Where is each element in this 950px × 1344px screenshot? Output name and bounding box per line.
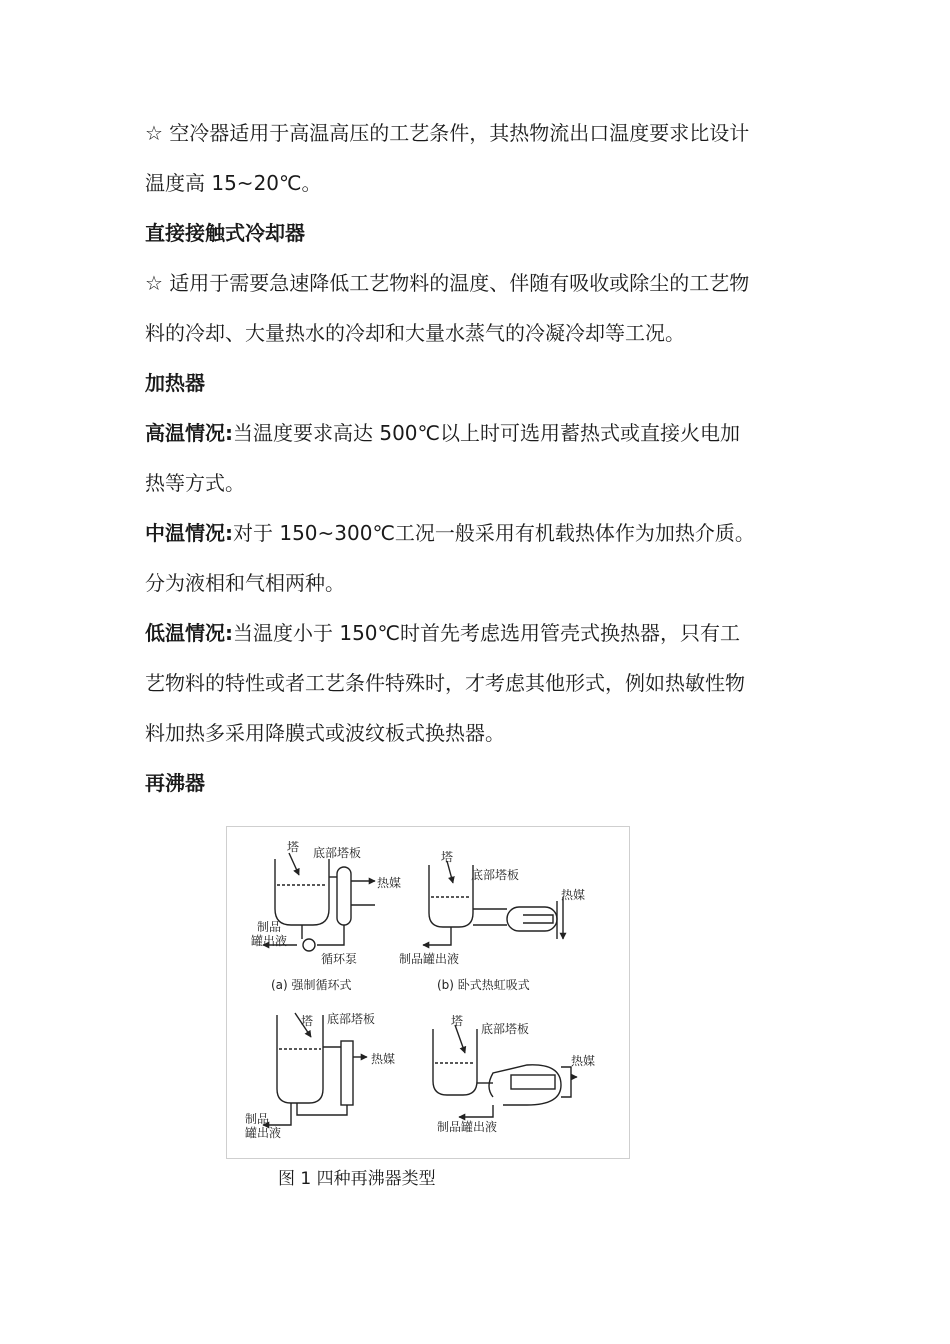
- paragraph-low-temp-line2: 艺物料的特性或者工艺条件特殊时，才考虑其他形式，例如热敏性物: [145, 671, 745, 695]
- heading-reboiler: 再沸器: [145, 771, 205, 795]
- c-tray-label: 底部塔板: [327, 1012, 376, 1026]
- paragraph-direct-contact-line1: ☆ 适用于需要急速降低工艺物料的温度、伴随有吸收或除尘的工艺物: [145, 271, 750, 295]
- b-tray-label: 底部塔板: [471, 868, 520, 882]
- heading-heater: 加热器: [145, 371, 205, 395]
- reboiler-diagram: [227, 827, 629, 1158]
- c-product-label-1: 制品: [245, 1112, 270, 1126]
- paragraph-direct-contact-line2: 料的冷却、大量热水的冷却和大量水蒸气的冷凝冷却等工况。: [145, 321, 685, 345]
- paragraph-air-cooler-line1: ☆ 空冷器适用于高温高压的工艺条件，其热物流出口温度要求比设计: [145, 121, 750, 145]
- paragraph-low-temp-line1: [145, 608, 815, 658]
- paragraph-low-temp-line3: 料加热多采用降膜式或波纹板式换热器。: [145, 721, 505, 745]
- b-caption: (b) 卧式热虹吸式: [437, 978, 530, 992]
- a-medium-label: 热媒: [377, 876, 402, 890]
- d-product-label: 制品罐出液: [437, 1120, 498, 1134]
- diagram-c-vertical-thermosiphon: [263, 1013, 367, 1125]
- figure-caption: 图 1 四种再沸器类型: [278, 1169, 436, 1189]
- d-tray-label: 底部塔板: [481, 1022, 530, 1036]
- paragraph-high-temp-line2: 热等方式。: [145, 471, 245, 495]
- b-medium-label: 热媒: [561, 888, 586, 902]
- heading-direct-contact-cooler: 直接接触式冷却器: [145, 221, 305, 245]
- mid-temp-text: 对于 150~300℃工况一般采用有机载热体作为加热介质。: [233, 521, 755, 545]
- paragraph-mid-temp-line2: 分为液相和气相两种。: [145, 571, 345, 595]
- a-product-label-2: 罐出液: [251, 934, 288, 948]
- b-product-label: 制品罐出液: [399, 952, 460, 966]
- b-tower-label: 塔: [441, 850, 454, 864]
- c-product-label-2: 罐出液: [245, 1126, 282, 1140]
- a-caption: (a) 强制循环式: [271, 978, 352, 992]
- paragraph-high-temp-line1: [145, 408, 815, 458]
- diagram-d-kettle: [433, 1025, 577, 1117]
- mid-temp-label: 中温情况:: [145, 521, 233, 545]
- a-pump-label: 循环泵: [321, 952, 358, 966]
- paragraph-air-cooler-line2: 温度高 15~20℃。: [145, 171, 322, 195]
- c-tower-label: 塔: [301, 1014, 314, 1028]
- low-temp-label: 低温情况:: [145, 621, 233, 645]
- paragraph-mid-temp-line1: [145, 508, 815, 558]
- document-body: [145, 108, 815, 808]
- a-product-label-1: 制品: [257, 920, 282, 934]
- low-temp-text: 当温度小于 150℃时首先考虑选用管壳式换热器，只有工: [233, 621, 740, 645]
- a-tower-label: 塔: [287, 840, 300, 854]
- a-tray-label: 底部塔板: [313, 846, 362, 860]
- c-medium-label: 热媒: [371, 1052, 396, 1066]
- reboiler-types-figure: [226, 826, 630, 1159]
- high-temp-text: 当温度要求高达 500℃以上时可选用蓄热式或直接火电加: [233, 421, 740, 445]
- d-medium-label: 热媒: [571, 1054, 596, 1068]
- high-temp-label: 高温情况:: [145, 421, 233, 445]
- d-tower-label: 塔: [451, 1014, 464, 1028]
